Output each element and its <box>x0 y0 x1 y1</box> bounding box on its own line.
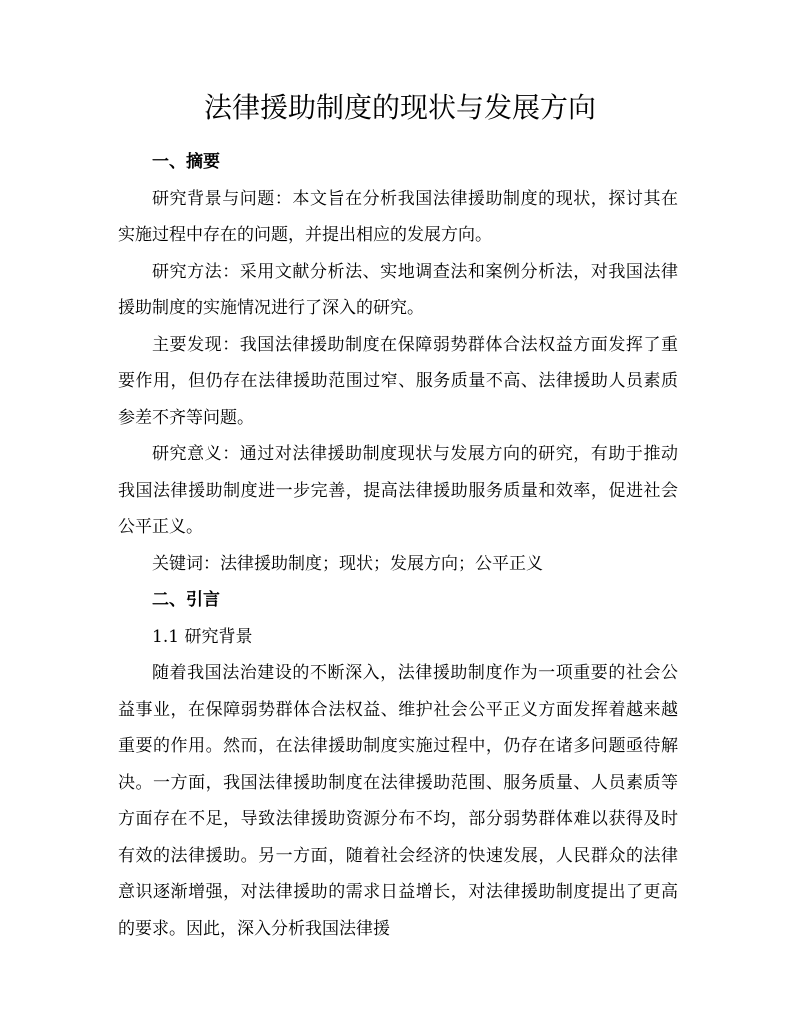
section-heading-abstract: 一、摘要 <box>152 152 220 172</box>
background-paragraph: 随着我国法治建设的不断深入，法律援助制度作为一项重要的社会公益事业，在保障弱势群体合法权益、维护社会公平正义方面发挥着越来越重要的作用。然而，在法律援助制度实施过程中，仍存在诸多问题亟待解决。一方面，我国法律援助制度在法律援助范围、服务质量、人员素质等方面存在不足，导致法律援助资源分布不均，部分弱势群体难以获得及时有效的法律援助。另一方面，随着社会经济的快速发展，人民群众的法律意识逐渐增强，对法律援助的需求日益增长，对法律援助制度提出了更高的要求。因此，深入分析我国法律援 <box>118 663 678 939</box>
abstract-background-paragraph: 研究背景与问题：本文旨在分析我国法律援助制度的现状，探讨其在实施过程中存在的问题，并提出相应的发展方向。 <box>118 188 678 245</box>
section-heading-introduction: 二、引言 <box>152 590 220 610</box>
abstract-findings-paragraph: 主要发现：我国法律援助制度在保障弱势群体合法权益方面发挥了重要作用，但仍存在法律援助范围过窄、服务质量不高、法律援助人员素质参差不齐等问题。 <box>118 334 678 428</box>
abstract-significance-paragraph: 研究意义：通过对法律援助制度现状与发展方向的研究，有助于推动我国法律援助制度进一步完善，提高法律援助服务质量和效率，促进社会公平正义。 <box>118 444 678 537</box>
document-body <box>118 144 678 947</box>
subsection-heading-1-1: 1.1 研究背景 <box>152 626 253 647</box>
keywords-line: 关键词：法律援助制度；现状；发展方向；公平正义 <box>152 553 543 574</box>
document-title: 法律援助制度的现状与发展方向 <box>203 91 596 124</box>
abstract-methods-paragraph: 研究方法：采用文献分析法、实地调查法和案例分析法，对我国法律援助制度的实施情况进行了深入的研究。 <box>118 261 678 318</box>
